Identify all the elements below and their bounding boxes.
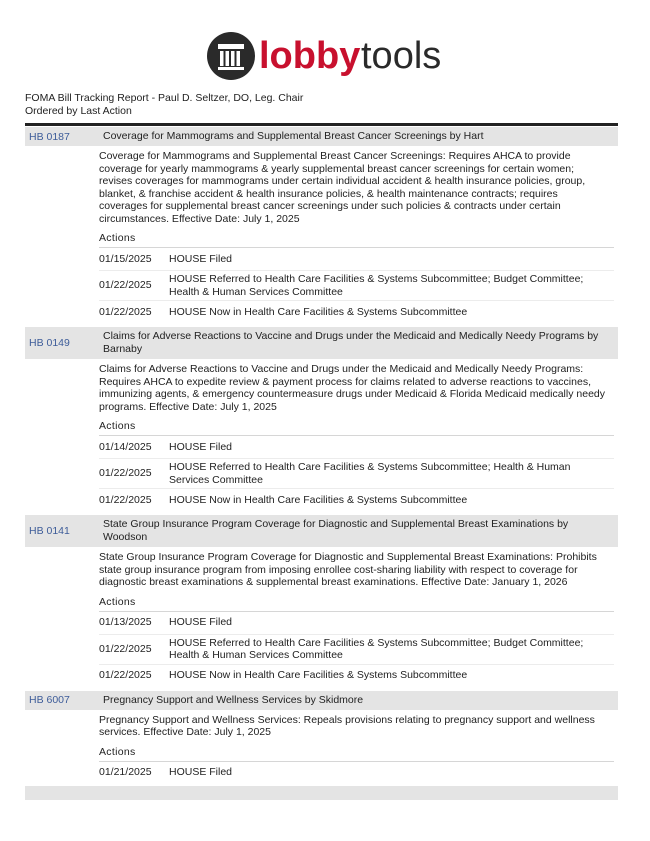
bill-section bbox=[25, 327, 618, 511]
action-text: HOUSE Referred to Health Care Facilities & Systems Subcommittee; Budget Committee; Health & Human Services Committee bbox=[169, 636, 584, 661]
bill-title: Coverage for Mammograms and Supplemental Breast Cancer Screenings by Hart bbox=[103, 130, 484, 142]
action-text: HOUSE Filed bbox=[169, 252, 233, 265]
logo-brand-tools: tools bbox=[361, 35, 442, 77]
action-text: HOUSE Referred to Health Care Facilities & Systems Subcommittee; Health & Human Services Committee bbox=[169, 461, 571, 486]
bill-id-link[interactable]: HB 0187 bbox=[29, 130, 70, 143]
bill-list bbox=[25, 127, 618, 800]
bill-header bbox=[25, 691, 618, 710]
bill-id-link[interactable]: HB 6007 bbox=[29, 694, 70, 706]
bill-section bbox=[25, 515, 618, 687]
actions-heading: Actions bbox=[99, 232, 614, 248]
bill-header bbox=[25, 127, 618, 146]
bill-title: Pregnancy Support and Wellness Services by Skidmore bbox=[103, 693, 364, 706]
actions-heading: Actions bbox=[99, 596, 614, 612]
bill-body bbox=[99, 359, 618, 511]
action-date: 01/22/2025 bbox=[99, 642, 152, 655]
actions-heading: Actions bbox=[99, 420, 614, 436]
bill-body bbox=[99, 547, 618, 687]
action-text: HOUSE Filed bbox=[169, 616, 233, 629]
action-text: HOUSE Now in Health Care Facilities & Systems Subcommittee bbox=[169, 669, 468, 682]
capitol-logo-icon bbox=[205, 28, 445, 84]
action-row bbox=[99, 635, 614, 665]
bill-summary: Coverage for Mammograms and Supplemental Breast Cancer Screenings: Requires AHCA to provide coverage for yearly mammograms & yearly supplemental breast cancer screenings for certain women; revises coverages for mammograms under certain individual accident & health insurance policies, group, blanket, & franchise accident & health insurance policies, & health maintenance contracts; requires coverages for supplemental breast cancer screenings under such policies & contracts under certain circumstances. Effective Date: July 1, 2025 bbox=[99, 150, 586, 225]
action-text: HOUSE Now in Health Care Facilities & Systems Subcommittee bbox=[169, 305, 468, 318]
bill-section bbox=[25, 691, 618, 784]
action-text: HOUSE Referred to Health Care Facilities & Systems Subcommittee; Budget Committee; Health & Human Services Committee bbox=[169, 273, 584, 298]
action-date: 01/22/2025 bbox=[99, 305, 152, 318]
report-end-bar bbox=[25, 786, 618, 800]
action-row bbox=[99, 248, 614, 271]
bill-title: Claims for Adverse Reactions to Vaccine and Drugs under the Medicaid and Medically Needy Programs by Barnaby bbox=[103, 330, 599, 355]
bill-body bbox=[99, 710, 618, 784]
action-date: 01/14/2025 bbox=[99, 440, 152, 453]
header-divider bbox=[25, 123, 618, 126]
report-header bbox=[25, 92, 303, 117]
action-date: 01/22/2025 bbox=[99, 279, 152, 292]
bill-id-link[interactable]: HB 0141 bbox=[29, 525, 70, 537]
action-row bbox=[99, 489, 614, 511]
action-row bbox=[99, 436, 614, 459]
bill-header bbox=[25, 327, 618, 359]
bill-header bbox=[25, 515, 618, 547]
actions-heading: Actions bbox=[99, 746, 614, 762]
action-date: 01/22/2025 bbox=[99, 669, 152, 682]
action-date: 01/22/2025 bbox=[99, 493, 152, 506]
action-text: HOUSE Now in Health Care Facilities & Systems Subcommittee bbox=[169, 493, 468, 506]
logo-brand-lobby: lobby bbox=[259, 35, 361, 77]
report-subtitle: Ordered by Last Action bbox=[25, 104, 132, 117]
action-row bbox=[99, 301, 614, 323]
action-row bbox=[99, 612, 614, 635]
action-date: 01/21/2025 bbox=[99, 766, 152, 779]
action-row bbox=[99, 665, 614, 687]
bill-section bbox=[25, 127, 618, 323]
action-text: HOUSE Filed bbox=[169, 766, 233, 779]
action-text: HOUSE Filed bbox=[169, 440, 233, 453]
action-row bbox=[99, 459, 614, 489]
bill-title: State Group Insurance Program Coverage for Diagnostic and Supplemental Breast Examinations by Woodson bbox=[103, 518, 569, 543]
bill-summary: State Group Insurance Program Coverage for Diagnostic and Supplemental Breast Examinations: Prohibits state group insurance program from imposing enrollee cost-sharing liability with respect to coverage for diagnostic breast examinations & supplemental breast examinations. Effective Date: January 1, 2026 bbox=[99, 551, 597, 588]
bill-summary: Pregnancy Support and Wellness Services: Repeals provisions relating to pregnancy support and wellness services. Effective Date: July 1, 2025 bbox=[99, 713, 595, 738]
action-row bbox=[99, 762, 614, 784]
bill-id-link[interactable]: HB 0149 bbox=[29, 337, 70, 349]
lobbytools-logo bbox=[205, 28, 445, 84]
action-date: 01/13/2025 bbox=[99, 616, 152, 629]
action-date: 01/22/2025 bbox=[99, 467, 152, 480]
bill-summary: Claims for Adverse Reactions to Vaccine and Drugs under the Medicaid and Medically Needy Programs: Requires AHCA to expedite review & payment process for claims related to adverse reactions to vaccines, immunizing agents, & emergency countermeasure drugs under Medicaid & Florida Medicaid medically needy programs. Effective Date: July 1, 2025 bbox=[99, 363, 605, 413]
action-date: 01/15/2025 bbox=[99, 252, 152, 265]
action-row bbox=[99, 271, 614, 301]
bill-body bbox=[99, 146, 618, 323]
report-title: FOMA Bill Tracking Report - Paul D. Seltzer, DO, Leg. Chair bbox=[25, 92, 304, 104]
